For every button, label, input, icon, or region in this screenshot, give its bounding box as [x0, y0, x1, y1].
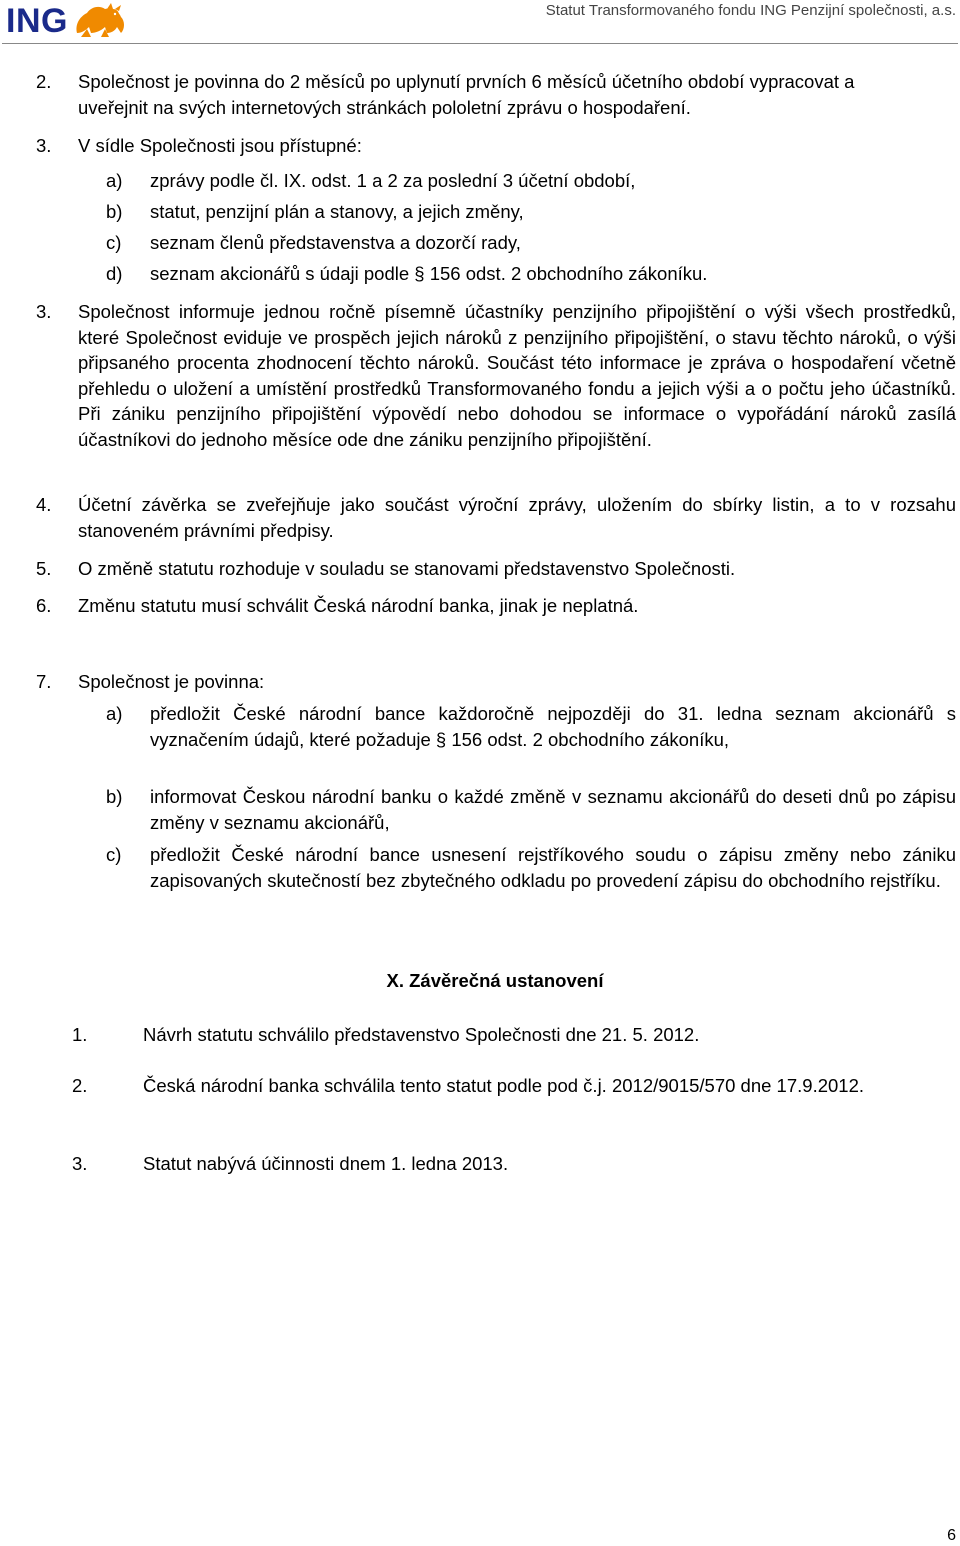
item-number: 3.: [36, 301, 52, 322]
sub-item-letter: a): [106, 703, 123, 724]
sub-item-text: statut, penzijní plán a stanovy, a jejich změny,: [150, 201, 524, 222]
lion-icon: [71, 3, 129, 39]
item-number: 6.: [36, 595, 52, 616]
ing-logo: [6, 2, 129, 40]
sub-item-text: zprávy podle čl. IX. odst. 1 a 2 za poslední 3 účetní období,: [150, 170, 636, 191]
logo-text: ING: [6, 2, 68, 40]
item-number: 2.: [72, 1075, 88, 1096]
item-number: 7.: [36, 671, 52, 692]
item-text: O změně statutu rozhoduje v souladu se stanovami představenstvo Společnosti.: [78, 558, 736, 579]
document-title: Statut Transformovaného fondu ING Penzijní společnosti, a.s.: [545, 2, 956, 19]
sub-item-letter: a): [106, 170, 123, 191]
item-text: V sídle Společnosti jsou přístupné:: [78, 135, 362, 156]
item-number: 1.: [72, 1024, 88, 1045]
item-text: Česká národní banka schválila tento statut podle pod č.j. 2012/9015/570 dne 17.9.2012.: [143, 1075, 865, 1096]
item-text: Změnu statutu musí schválit Česká národní banka, jinak je neplatná.: [78, 595, 639, 616]
item-text: Společnost informuje jednou ročně písemně účastníky penzijního připojištění o výši všech prostředků, které Společnost eviduje ve prospěch jejich nároků z penzijního připojištění, o stavu těchto nároků, o výši připsaného procenta zhodnocení těchto nároků. Součást této informace je zpráva o hospodaření včetně přehledu o uložení a umístění prostředků Transformovaného fondu a jejich výši a o počtu jeho účastníků. Při zániku penzijního připojištění výpovědí nebo dohodou se informace o vypořádání nároků zasílá účastníkovi do jednoho měsíce ode dne zániku penzijního připojištění.: [78, 301, 956, 450]
item-text: Společnost je povinna do 2 měsíců po uplynutí prvních 6 měsíců účetního období vypracovat a uveřejnit na svých internetových stránkách pololetní zprávu o hospodaření.: [78, 71, 855, 118]
item-number: 2.: [36, 71, 52, 92]
item-number: 3.: [72, 1153, 88, 1174]
item-text: Účetní závěrka se zveřejňuje jako součást výroční zprávy, uložením do sbírky listin, a to v rozsahu stanoveném právními předpisy.: [78, 494, 956, 541]
header-divider: [2, 43, 958, 44]
sub-item-text: předložit České národní bance usnesení rejstříkového soudu o zápisu změny nebo zániku zapisovaných skutečností bez zbytečného odkladu po provedení zápisu do obchodního rejstříku.: [150, 844, 956, 891]
sub-item-text: seznam akcionářů s údaji podle § 156 odst. 2 obchodního zákoníku.: [150, 263, 708, 284]
sub-item-text: předložit České národní bance každoročně nejpozději do 31. ledna seznam akcionářů s vyznačením údajů, které požaduje § 156 odst. 2 obchodního zákoníku,: [150, 703, 956, 750]
item-number: 3.: [36, 135, 52, 156]
item-text: Společnost je povinna:: [78, 671, 265, 692]
item-number: 4.: [36, 494, 52, 515]
sub-item-letter: b): [106, 786, 123, 807]
sub-item-text: informovat Českou národní banku o každé změně v seznamu akcionářů do deseti dnů po zápisu změny v seznamu akcionářů,: [150, 786, 956, 833]
item-number: 5.: [36, 558, 52, 579]
item-text: Statut nabývá účinnosti dnem 1. ledna 2013.: [143, 1153, 509, 1174]
page-number: 6: [947, 1527, 956, 1544]
section-heading: X. Závěrečná ustanovení: [386, 970, 604, 991]
sub-item-letter: c): [106, 844, 122, 865]
sub-item-text: seznam členů představenstva a dozorčí rady,: [150, 232, 521, 253]
sub-item-letter: b): [106, 201, 123, 222]
sub-item-letter: c): [106, 232, 122, 253]
sub-item-letter: d): [106, 263, 123, 284]
item-text: Návrh statutu schválilo představenstvo Společnosti dne 21. 5. 2012.: [143, 1024, 700, 1045]
